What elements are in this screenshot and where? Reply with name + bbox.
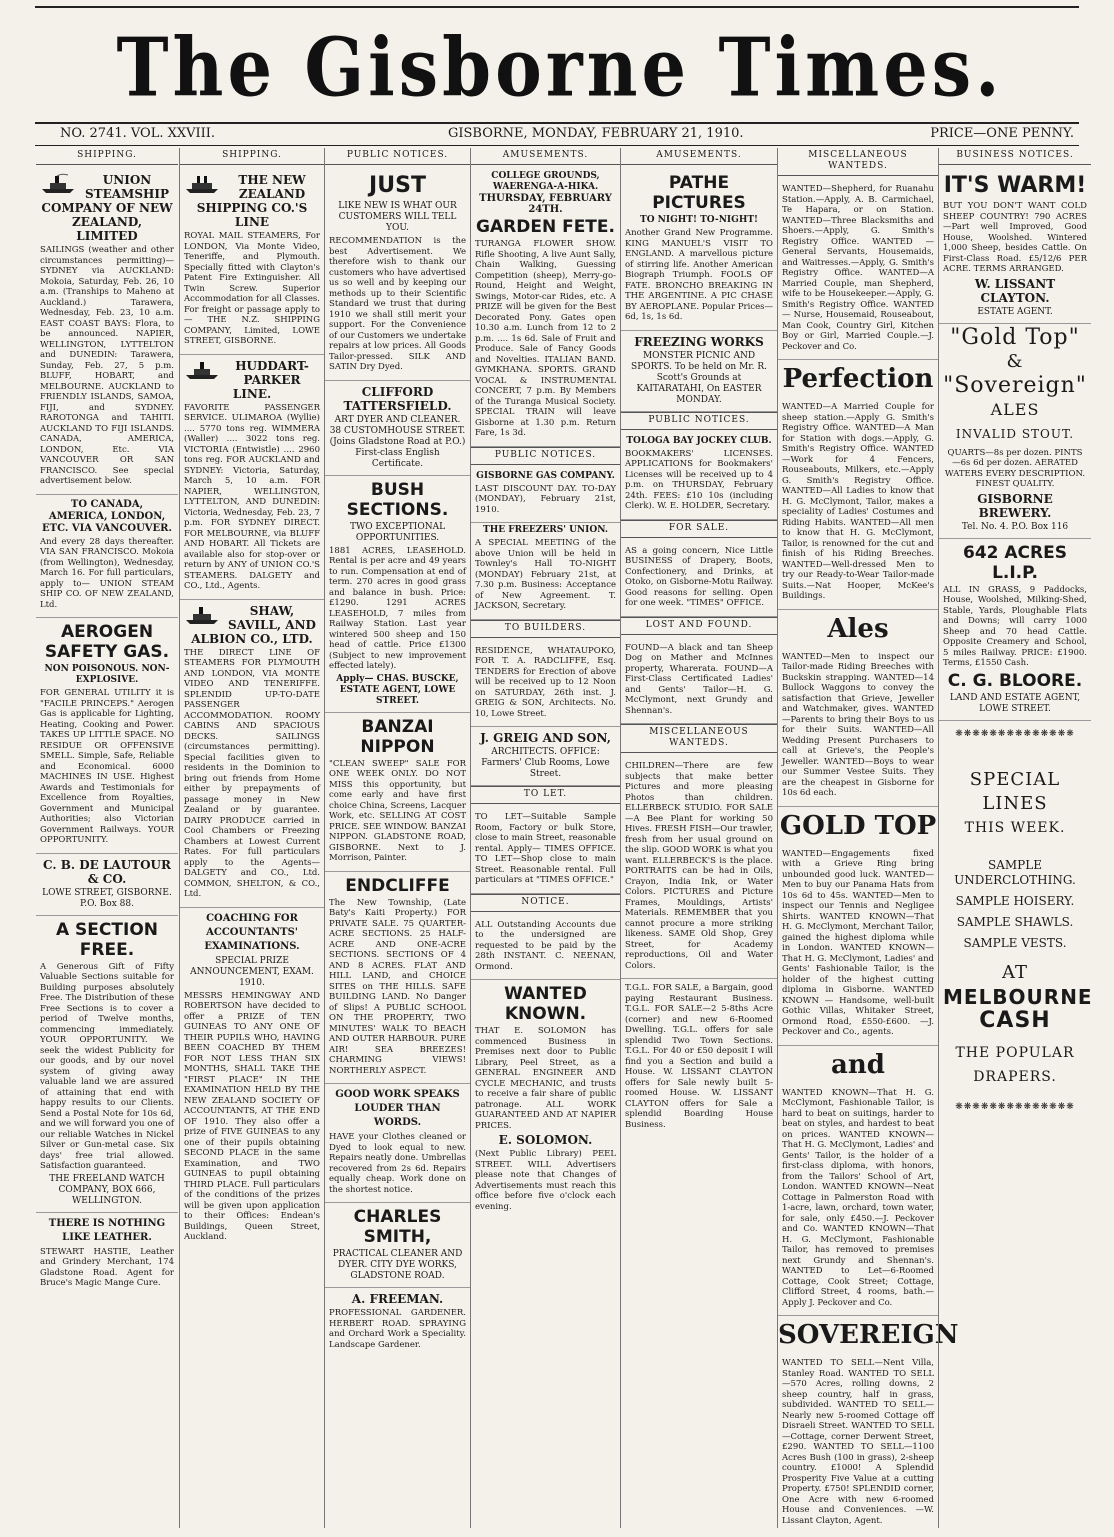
ad-body: BUT YOU DON'T WANT COLD SHEEP COUNTRY! 790 ACRES—Part well Improved, Good House, Woolshed. Wintered 1,000 Sheep, besides Cattle. On First-Class Road. £5/12/6 PER ACRE. TERMS ARRANGED. (943, 201, 1087, 274)
ad-body: WANTED—Men to inspect our Tailor-made Riding Breeches with Buckskin strapping. WANTED—14 Bullock Waggons to convey the satisfaction that Grieve, Jeweller and Watchmaker, gives. WANTED—Parents to bring their Boys to us for their Suits. WANTED—All Wedding Present Purchasers to call at Grieve's, the People's Jeweller. WANTED—Boys to wear our Summer Vestee Suits. They are the cheapest in Gisborne for 10s 6d each. (782, 651, 934, 798)
ad-title: IT'S WARM! (943, 173, 1087, 198)
melbourne-line: MELBOURNE (943, 984, 1093, 1009)
ad-body: ART DYER AND CLEANER. 38 CUSTOMHOUSE STREET. (Joins Gladstone Road at P.O.) First-class English Certificate. (329, 414, 466, 469)
ad-title: C. B. DE LAUTOUR & CO. (43, 857, 171, 886)
charles-smith-ad (325, 1203, 470, 1288)
agent-title: LAND AND ESTATE AGENT, LOWE STREET. (949, 692, 1081, 714)
garden-fete-ad (471, 169, 620, 447)
coaching-ad (180, 908, 324, 1250)
issue-rule (35, 145, 1079, 146)
section-heading: LOST AND FOUND. (621, 617, 777, 635)
ales-line: ALES (990, 399, 1040, 419)
leather-ad (36, 1213, 178, 1296)
freezers-union-ad (471, 523, 620, 620)
union-steamship-ad (36, 169, 178, 495)
section-heading: FOR SALE. (621, 520, 777, 538)
nz-shipping-ad (180, 169, 324, 355)
ad-title: THE NEW ZEALAND SHIPPING CO.'S LINE (196, 173, 308, 229)
ad-body: SAILINGS (weather and other circumstances permitting)— SYDNEY via AUCKLAND: Mokoia, Saturday, Feb. 26, 10 a.m. (Tranships to Maheno at Auckland.) Tarawera, Wednesday, Feb. 23, 10 a.m. EAST COAST BAYS: Flora, to be announced. NAPIER, WELLINGTON, LYTTELTON and DUNEDIN: Tarawera, Sunday, Feb. 27, 5 p.m. BLUFF, HOBART, and MELBOURNE. AUCKLAND to FRIENDLY ISLANDS, SAMOA, FIJI, and SYDNEY. RAROTONGA and TAHITI. AUCKLAND TO FIJI ISLANDS. CANADA, AMERICA, LONDON, Etc. VIA VANCOUVER OR SAN FRANCISCO. See special advertisement below. (40, 245, 174, 486)
ad-title: A. FREEMAN. (351, 1292, 444, 1306)
decorative-divider: ❋❋❋❋❋❋❋❋❋❋❋❋❋❋ (955, 1101, 1075, 1112)
de-lautour-ad (36, 854, 178, 916)
column-business-notices (938, 148, 1091, 1528)
banner-ales: Ales (827, 613, 889, 644)
ad-body: STEWART HASTIE, Leather and Grindery Merchant, 174 Gladstone Road. Agent for Bruce's Magic Mange Cure. (40, 1246, 174, 1288)
aerogen-gas-ad (36, 618, 178, 854)
canada-route-ad (36, 495, 178, 619)
greig-ad (471, 727, 620, 786)
ad-title: JUST (369, 173, 426, 198)
ad-body: RESIDENCE, WHATAUPOKO, FOR T. A. RADCLIFFE, Esq. TENDERS for Erection of above will be received up to 12 Noon on SATURDAY, 26th inst. J. GREIG & SON, Architects. No. 10, Lowe Street. (475, 645, 616, 719)
popular-line: THE POPULAR (955, 1044, 1075, 1061)
bush-sections-ad (325, 476, 470, 713)
column-shipping-2 (179, 148, 324, 1528)
ad-body: QUARTS—8s per dozen. PINTS —6s 6d per dozen. AERATED WATERS EVERY DESCRIPTION. FINEST QUALITY. (944, 447, 1086, 489)
price: PRICE—ONE PENNY. (930, 126, 1074, 141)
lines-line: LINES (982, 792, 1048, 814)
top-rule (35, 6, 1079, 8)
column-public-notices (324, 148, 470, 1528)
ad-body: RECOMMENDATION is the best Advertisement. We therefore wish to thank our customers who have advertised us so well and by keeping our methods up to their Scientific Standard we trust that during 1910 we shall still merit your support. For the Convenience of our Customers we undertake repairs at low prices. All Goods Tailor-pressed. SILK AND SATIN Dry Dyed. (329, 236, 466, 372)
ad-body: HAVE your Clothes cleaned or Dyed to look equal to new. Repairs neatly done. Umbrellas recovered from 2s 6d. Repairs equally cheap. Work done on the shortest notice. (329, 1132, 466, 1195)
ad-title: UNION STEAMSHIP COMPANY OF NEW ZEALAND, LIMITED (41, 173, 173, 243)
masthead (0, 0, 1114, 122)
ad-title: GARDEN FETE. (476, 217, 615, 237)
column-heading: MISCELLANEOUS WANTEDS. (778, 148, 938, 176)
section-heading: TO LET. (471, 786, 620, 804)
wanteds-block-5 (778, 1084, 938, 1317)
steamship-icon (184, 359, 220, 381)
gold-top-line: "Gold Top" (950, 324, 1080, 350)
ad-body: The New Township, (Late Baty's Kaiti Property.) FOR PRIVATE SALE. 75 QUARTER-ACRE SECTIONS. 25 HALF-ACRE AND ONE-ACRE SECTIONS. SECTIONS OF 4 AND 8 ACRES. FLAT AND HILL LAND, and CHOICE SITES on THE HILLS. SAFE BUILDING LAND. No Danger of Slips! A PUBLIC SCHOOL ON THE PROPERTY, TWO MINUTES' WALK TO BEACH AND OUTER HARBOUR. PURE AIR! SEA BREEZES! CHARMING VIEWS! NORTHERLY ASPECT. (329, 897, 466, 1076)
ad-subtitle: SPECIAL PRIZE ANNOUNCEMENT, EXAM. 1910. (190, 955, 314, 988)
ad-body: PROFESSIONAL GARDENER. HERBERT ROAD. SPRAYING and Orchard Work a Speciality. Landscape Gardener. (329, 1308, 466, 1350)
ad-subtitle: NON POISONOUS. NON-EXPLOSIVE. (44, 664, 170, 685)
ad-body: THAT E. SOLOMON has commenced Business in Premises next door to Public Library, Peel Street, as a GENERAL ENGINEER AND CYCLE MECHANIC, and trusts to receive a fair share of public patronage. ALL WORK GUARANTEED AND AT NAPIER PRICES. (475, 1026, 616, 1131)
huddart-parker-ad (180, 355, 324, 600)
ad-body: WANTED KNOWN—That H. G. McClymont, Fashionable Tailor, is hard to beat on suitings, harder to beat on styles, and hardest to beat on prices. WANTED KNOWN—That H. G. McClymont, Ladies' and Gents' Tailor, is the holder of a first-class diploma, with honors, from the Tailors' School of Art, London. WANTED KNOWN—Neat Cottage in Palmerston Road with 1-acre, lawn, orchard, town water, for sale, only £450.—J. Peckover and Co. WANTED KNOWN—That H. G. McClymont, Fashionable Tailor, has removed to premises next Grundy and Shennan's. WANTED to Let—6-Roomed Cottage, Cook Street; Cottage, Clifford Street, 4 rooms, bath.—Apply J. Peckover and Co. (782, 1087, 934, 1308)
farm-sale-ad (939, 539, 1091, 721)
ad-title: HUDDART-PARKER LINE. (232, 358, 309, 401)
special-lines-ad (939, 748, 1091, 1094)
tenders-ad (471, 642, 620, 728)
ad-title: J. GREIG AND SON, (480, 731, 611, 745)
ad-body: FOUND—A black and tan Sheep Dog on Mather and McInnes property, Wharerata. FOUND—A First-Class Certificated Ladies' and Gents' Tailor—H. G. McClymont, next Grundy and Shennan's. (625, 642, 773, 716)
freeman-ad (325, 1288, 470, 1357)
ad-body: WANTED TO SELL—Nent Villa, Stanley Road. WANTED TO SELL—570 Acres, rolling downs, 2 sheep country, half in grass, subdivided. WANTED TO SELL—Nearly new 5-roomed Cottage off Disraeli Street. WANTED TO SELL—Cottage, corner Derwent Street, £290. WANTED TO SELL—1100 Acres Bush (100 in grass), 2-sheep country. £1000! A Splendid Prosperity Five Value at a cutting Property. £750! SPLENDID corner, One Acre with new 6-roomed House and Conveniences. —W. Lissant Clayton, Agent. (782, 1358, 934, 1526)
ad-title: SHAW, SAVILL, AND ALBION CO., LTD. (191, 603, 316, 646)
column-heading: PUBLIC NOTICES. (325, 148, 470, 165)
sample-item: SAMPLE HOISERY. (955, 893, 1075, 908)
ad-body: BOOKMAKERS' LICENSES. APPLICATIONS for Bookmakers' Licenses will be received up to 4 p.m. on THURSDAY, February 24th. FEES: £10 10s (including Clerk). W. E. HOLDER, Secretary. (625, 448, 773, 511)
lost-found-ad (621, 639, 777, 725)
ad-title: GOOD WORK SPEAKS LOUDER THAN WORDS. (335, 1089, 460, 1128)
ad-body: Another Grand New Programme. KING MANUEL'S VISIT TO ENGLAND. A marvellous picture of stirring life. Another American Biograph Triumph. FOOLS OF FATE. BRONCHO BREAKING IN THE ARGENTINE. A PIC CHASE BY AEROPLANE. Popular Prices—6d, 1s, 1s 6d. (625, 228, 773, 322)
ad-title: AEROGEN SAFETY GAS. (44, 622, 170, 662)
notice-ad (471, 916, 620, 981)
ad-title: FREEZING WORKS (634, 334, 764, 349)
drapers-line: DRAPERS. (973, 1068, 1057, 1085)
wanteds-block-6 (778, 1354, 938, 1533)
column-amusements-2 (620, 148, 777, 1528)
ad-body: LAST DISCOUNT DAY. TO-DAY (MONDAY), February 21st, 1910. (475, 483, 616, 515)
ad-title: ENDCLIFFE (345, 875, 450, 896)
column-amusements-1 (470, 148, 620, 1528)
ad-body: WANTED—Engagements fixed with a Grieve Ring bring unbounded good luck. WANTED—Men to buy our Panama Hats from 10s 6d to 45s. WANTED—Men to inspect our Tennis and Negligee Shirts. WANTED KNOWN—That H. G. McClymont, Merchant Tailor, gained the highest diploma while in London. WANTED KNOWN—That H. G. McClymont, Ladies' and Gents' Fashionable Tailor, is the holder of the highest cutting diploma in Gisborne. WANTED KNOWN — Handsome, well-built Gothic Villas, Whitaker Street, Ormond Road, £550-£600. —J. Peckover and Co., agents. (782, 848, 934, 1037)
section-heading: PUBLIC NOTICES. (621, 412, 777, 430)
wanteds-block-2 (778, 398, 938, 610)
ad-body: 1881 ACRES, LEASEHOLD. Rental is per acre and 49 years to run. Compensation at end of term. 270 acres in good grass and balance in bush. Price: £1290. 1291 ACRES LEASEHOLD, 7 miles from Railway Station. Last year wintered 500 sheep and 150 head of cattle. Price £1300 (Subject to new improvement effected lately). (329, 545, 466, 671)
ad-body: THE DIRECT LINE OF STEAMERS FOR PLYMOUTH AND LONDON, VIA MONTE VIDEO AND TENERIFFE. SPLENDID UP-TO-DATE PASSENGER ACCOMMODATION. ROOMY CABINS AND SPACIOUS DECKS. SAILINGS (circumstances permitting). Special facilities given to residents in the Dominion to bring out friends from Home either by prepayments of passage money in New Zealand or by guarantee. DAIRY PRODUCE carried in Cool Chambers or Freezing Chambers at Lowest Current Rates. For full particulars apply to the Agents— DALGETY and CO., Ltd. COMMON, SHELTON, & CO., Ltd. (184, 647, 320, 899)
endcliffe-ad (325, 872, 470, 1085)
agent-name: C. G. BLOORE. (947, 670, 1083, 691)
ampersand-line: & (1006, 350, 1024, 372)
masthead-rule (35, 122, 1079, 124)
column-heading: SHIPPING. (36, 148, 178, 165)
ad-body: And every 28 days thereafter. VIA SAN FRANCISCO. Mokoia (from Wellington), Wednesday, March 16. For full particulars, apply to— UNION STEAM SHIP CO. OF NEW ZEALAND, Ltd. (40, 536, 174, 610)
column-heading: SHIPPING. (180, 148, 324, 165)
misc-wanteds-ad (621, 757, 777, 979)
ad-body: CHILDREN—There are few subjects that make better Pictures and more pleasing Photos than children. ELLERBECK STUDIO. FOR SALE—A Bee Plant for working 50 Hives. FRESH FISH—Our trawler, fresh from her usual ground on the slip. GOOD WORK is what you want. ELLERBECK'S is the place. PORTRAITS can be had in Oils, Crayon, India Ink, or Water Colors. PICTURES and Picture Frames, Mouldings, Artists' Materials. REMEMBER that you cannot procure a more striking likeness. SAME Old Shop, Grey Street, for Academy reproductions, Oil and Water Colors. (625, 761, 773, 971)
ad-body: "CLEAN SWEEP" SALE FOR ONE WEEK ONLY. DO NOT MISS this opportunity, but come early and have first choice China, Screens, Lacquer Work, etc. SELLING AT COST PRICE. SEE WINDOW. BANZAI NIPPON. GLADSTONE ROAD, GISBORNE. Next to J. Morrison, Painter. (329, 758, 466, 863)
agent-name: W. LISSANT CLAYTON. (974, 276, 1056, 305)
ad-title: A SECTION FREE. (55, 919, 158, 960)
ad-title: CHARLES SMITH, (353, 1207, 442, 1247)
ad-body: WANTED—Shepherd, for Ruanahu Station.—Apply, A. B. Carmichael, Te Hapara, or on Station. WANTED—Three Blacksmiths and Shoers.—Apply, G. Smith's Registry Office. WANTED — General Servants, Housemaids, and Waitresses.—Apply, G. Smith's Registry Office. WANTED—A Married Couple, man Shepherd, wife to be Housekeeper.—Apply, G. Smith's Registry Office. WANTED — Nurse, Housemaid, Rouseabout, Man Cook, Country Girl, Kitchen Boy or Girl, Married Couple.—J. Peckover and Co. (782, 184, 934, 352)
column-heading: AMUSEMENTS. (621, 148, 777, 165)
ad-title: TO CANADA, AMERICA, LONDON, ETC. VIA VANCOUVER. (42, 498, 172, 534)
section-heading: PUBLIC NOTICES. (471, 447, 620, 465)
section-heading: MISCELLANEOUS WANTEDS. (621, 724, 777, 753)
special-line: SPECIAL (969, 768, 1061, 790)
ad-title: GISBORNE GAS COMPANY. (476, 470, 615, 481)
stout-line: INVALID STOUT. (955, 426, 1075, 441)
ad-body: ARCHITECTS. OFFICE: Farmers' Club Rooms, Lowe Street. (481, 747, 610, 779)
ad-title: 642 ACRES L.I.P. (963, 542, 1067, 583)
ad-title: BANZAI NIPPON (360, 716, 435, 757)
wanteds-block-3 (778, 648, 938, 807)
ad-title: BUSH SECTIONS. (346, 479, 449, 520)
ad-title: COACHING FOR ACCOUNTANTS' EXAMINATIONS. (204, 912, 300, 952)
section-free-ad (36, 916, 178, 1213)
freezing-works-ad (621, 331, 777, 412)
column-heading: BUSINESS NOTICES. (939, 148, 1091, 165)
ad-body: FOR GENERAL UTILITY it is "FACILE PRINCEPS." Aerogen Gas is applicable for Lighting, Heating, Cooking and Power. TAKES UP LITTLE SPACE. NO RESIDUE OR OFFENSIVE SMELL. Simple, Safe, Reliable and Economical. 6000 MACHINES IN USE. Highest Awards and Testimonials for Excellence from Royalties, Government and Municipal Authorities; also Victorian Government Railways. YOUR OPPORTUNITY. (40, 688, 174, 845)
ad-body: TURANGA FLOWER SHOW. Rifle Shooting, A live Aunt Sally, Chain Walking, Guessing Competition (sheep), Merry-go-Round, Height and Weight, Swings, Motor-car Rides, etc. A PRIZE will be given for the Best Decorated Pony. Gates open 10.30 a.m. Lunch from 12 to 2 p.m. .... 1s 6d. Sale of Fruit and Produce. Sale of Fancy Goods and Novelties. ITALIAN BAND. GYMKHANA. SPORTS. GRAND VOCAL & INSTRUMENTAL CONCERT, 7 p.m. By Members of the Turanga Musical Society. SPECIAL TRAIN will leave Gisborne at 1.30 p.m. Return Fare, 1s 3d. (475, 239, 616, 438)
wanteds-block-4 (778, 845, 938, 1046)
ad-venue: COLLEGE GROUNDS, WAERENGA-A-HIKA. (491, 171, 600, 192)
ad-body: ALL IN GRASS, 9 Paddocks, House, Woolshed, Milking-Shed, Stable, Yards, Ploughable Flats and Downs; will carry 1000 Sheep and 70 head Cattle. Opposite Creamery and School, 5 miles Railway. PRICE: £1900. Terms, £1550 Cash. (943, 584, 1087, 668)
shaw-savill-ad (180, 600, 324, 908)
sample-item: SAMPLE UNDERCLOTHING. (954, 857, 1076, 887)
column-shipping-1 (36, 148, 178, 1528)
ad-body: ALL Outstanding Accounts due to the undersigned are requested to be paid by the 28th INSTANT. C. NEENAN, Ormond. (475, 919, 616, 972)
cash-line: CASH (979, 1007, 1051, 1033)
its-warm-ad (939, 169, 1091, 324)
wanted-known-ad (471, 980, 620, 1219)
steamship-icon (40, 173, 76, 195)
just-like-new-ad (325, 169, 470, 381)
ad-signature: THE FREELAND WATCH COMPANY, BOX 666, WELLINGTON. (49, 1173, 165, 1206)
ad-subtitle: TO NIGHT! TO-NIGHT! (640, 215, 758, 225)
this-week-line: THIS WEEK. (964, 819, 1066, 836)
ad-body: WANTED—A Married Couple for sheep station.—Apply G. Smith's Registry Office. WANTED—A Man for Station with dogs.—Apply, G. Smith's Registry Office. WANTED—Work for 4 Fencers, Rouseabouts, Milkers, etc.—Apply G. Smith's Registry Office. WANTED—All Ladies to know that H. G. McClymont, Tailor, makes a speciality of Ladies' Costumes and Riding Habits. WANTED—All men to know that H. G. McClymont, Tailor, is renowned for the cut and finish of his Riding Breeches. WANTED—Well-dressed Men to try our Ready-to-Wear Tailor-made Suits.—Nat Hooper, McKee's Buildings. (782, 402, 934, 601)
ad-title: TOLOGA BAY JOCKEY CLUB. (626, 435, 772, 446)
columns (36, 148, 1093, 1528)
ad-body: PRACTICAL CLEANER AND DYER. CITY DYE WORKS, GLADSTONE ROAD. (332, 1249, 463, 1281)
ad-body: A Generous Gift of Fifty Valuable Sections suitable for Building purposes absolutely Free. The Distribution of these Free Sections is to cover a period of Twelve months, commencing immediately. YOUR OPPORTUNITY. We seek the widest Publicity for our goods, and by our novel system of giving away valuable land we are assured of attaining that end with happy results to our Clients. Send a Postal Note for 10s 6d, and we will forward you one of our reliable Watches in Nickel Silver or Gun-metal case. Six days' free trial allowed. Satisfaction guaranteed. (40, 961, 174, 1171)
issue-number: NO. 2741. VOL. XXVIII. (60, 126, 216, 141)
wanteds-block-1 (778, 180, 938, 360)
steamship-icon (184, 604, 220, 626)
ad-body: MONSTER PICNIC AND SPORTS. To be held on Mr. R. Scott's Grounds at KAITARATAHI, On EASTER MONDAY. (631, 350, 767, 405)
good-work-ad (325, 1084, 470, 1203)
banner-and: and (831, 1049, 885, 1080)
ad-body: LOWE STREET, GISBORNE. P.O. Box 88. (42, 887, 172, 909)
ad-body: T.G.L. FOR SALE, a Bargain, good paying Restaurant Business. T.G.L. FOR SALE—2 5-8ths Acre (corner) and new 6-Roomed Dwelling. T.G.L. offers for sale splendid Two Town Sections. T.G.L. For 40 or £50 deposit I will find you a Section and build a House. W. LISSANT CLAYTON offers for Sale newly built 5-roomed House. W. LISSANT CLAYTON offers for Sale a splendid Boarding House Business. (625, 983, 773, 1130)
ad-title: CLIFFORD TATTERSFIELD. (343, 384, 452, 413)
ad-title: WANTED KNOWN. (504, 984, 587, 1024)
ad-body: AS a going concern, Nice Little BUSINESS of Drapery, Boots, Confectionery, and Drinks, at Otoko, on Gisborne-Motu Railway. Good reasons for selling. Open for one week. "TIMES" OFFICE. (625, 545, 773, 608)
ad-body: ROYAL MAIL STEAMERS, For LONDON, Via Monte Video, Teneriffe, and Plymouth. Specially fitted with Clayton's Patent Fire Extinguisher. All Twin Screw. Superior Accommodation for all Classes. For freight or passage apply to— THE N.Z. SHIPPING COMPANY, Limited, LOWE STREET, GISBORNE. (184, 231, 320, 346)
ad-title: THE FREEZERS' UNION. (483, 525, 608, 535)
dateline: GISBORNE, MONDAY, FEBRUARY 21, 1910. (448, 126, 744, 141)
gas-company-ad (471, 469, 620, 524)
brewery-ad (939, 324, 1091, 539)
ad-subtitle: LIKE NEW IS WHAT OUR CUSTOMERS WILL TELL YOU. (338, 201, 457, 233)
to-let-ad (471, 808, 620, 894)
column-heading: AMUSEMENTS. (471, 148, 620, 165)
issue-line (60, 126, 1074, 144)
column-misc-wanteds (777, 148, 959, 1528)
ad-body: TO LET—Suitable Sample Room, Factory or bulk Store, close to main Street, reasonable rental. Apply— TIMES OFFICE. TO LET—Shop close to main Street. Reasonable rental. Full particulars at "TIMES OFFICE." (475, 812, 616, 885)
ad-body: FAVORITE PASSENGER SERVICE. ULIMAROA (Wyllie) .... 5770 tons reg. WIMMERA (Waller) .... 3022 tons reg. VICTORIA (Entwistle) .... 2960 tons reg. FOR AUCKLAND and SYDNEY: Victoria, Saturday, March 5, 10 a.m. FOR NAPIER, WELLINGTON, LYTTELTON, AND DUNEDIN: Victoria, Wednesday, Feb. 23, 7 p.m. FOR SYDNEY DIRECT. FOR MELBOURNE, via BLUFF AND HOBART. All Tickets are available also for stop-over or return by ANY of UNION CO.'S STEAMERS. DALGETY and CO., Ltd., Agents. (184, 402, 320, 591)
ad-date: THURSDAY, FEBRUARY 24TH. (479, 193, 612, 215)
ad-subtitle: TWO EXCEPTIONAL OPPORTUNITIES. (349, 521, 446, 543)
pathe-pictures-ad (621, 169, 777, 331)
brewery-contact: Tel. No. 4. P.O. Box 116 (961, 521, 1069, 532)
ad-title: PATHE PICTURES (652, 173, 746, 213)
ad-footer: (Next Public Library) PEEL STREET. WILL Advertisers please note that Changes of Advertisements must reach this office before five o'clock each evening. (475, 1149, 616, 1212)
banzai-nippon-ad (325, 713, 470, 872)
section-heading: NOTICE. (471, 894, 620, 912)
at-line: AT (1001, 961, 1029, 983)
for-sale-ad (621, 542, 777, 617)
sample-item: SAMPLE SHAWLS. (956, 914, 1074, 929)
ad-signature: E. SOLOMON. (498, 1133, 593, 1147)
tattersfield-ad (325, 381, 470, 476)
ad-signature: Apply— CHAS. BUSCKE, ESTATE AGENT, LOWE STREET. (336, 673, 459, 706)
sovereign-line: "Sovereign" (943, 372, 1087, 398)
newspaper-title: The Gisborne Times. (116, 19, 1004, 116)
jockey-club-ad (621, 434, 777, 520)
banner-perfection: Perfection (782, 364, 934, 394)
brewery-name: GISBORNE BREWERY. (977, 491, 1053, 520)
tgl-ads (621, 979, 777, 1137)
steamship-icon (184, 173, 220, 195)
banner-gold-top: GOLD TOP (779, 810, 937, 841)
ad-body: MESSRS HEMINGWAY AND ROBERTSON have decided to offer a PRIZE of TEN GUINEAS TO ANY ONE OF THEIR PUPILS WHO, HAVING BEEN COACHED BY THEM FOR NOT LESS THAN SIX MONTHS, SHALL TAKE THE "FIRST PLACE" IN THE EXAMINATION HELD BY THE NEW ZEALAND SOCIETY OF ACCOUNTANTS, AT THE END OF 1910. They also offer a prize of FIVE GUINEAS to any one of their pupils obtaining SECOND PLACE in the same Examination, and TWO GUINEAS to pupil obtaining THIRD PLACE. Full particulars of the conditions of the prizes will be given upon application to their Offices: Endean's Buildings, Queen Street, Auckland. (184, 990, 320, 1242)
section-heading: TO BUILDERS. (471, 620, 620, 638)
ad-body: A SPECIAL MEETING of the above Union will be held in Townley's Hall TO-NIGHT (MONDAY) February 21st, at 7.30 p.m. Business: Acceptance of New Agreement. T. JACKSON, Secretary. (475, 538, 616, 611)
agent-title: ESTATE AGENT. (977, 306, 1053, 317)
sample-item: SAMPLE VESTS. (963, 935, 1067, 950)
ad-title: THERE IS NOTHING LIKE LEATHER. (48, 1217, 166, 1243)
banner-sovereign: SOVEREIGN (778, 1320, 959, 1350)
decorative-divider: ❋❋❋❋❋❋❋❋❋❋❋❋❋❋ (955, 728, 1075, 739)
